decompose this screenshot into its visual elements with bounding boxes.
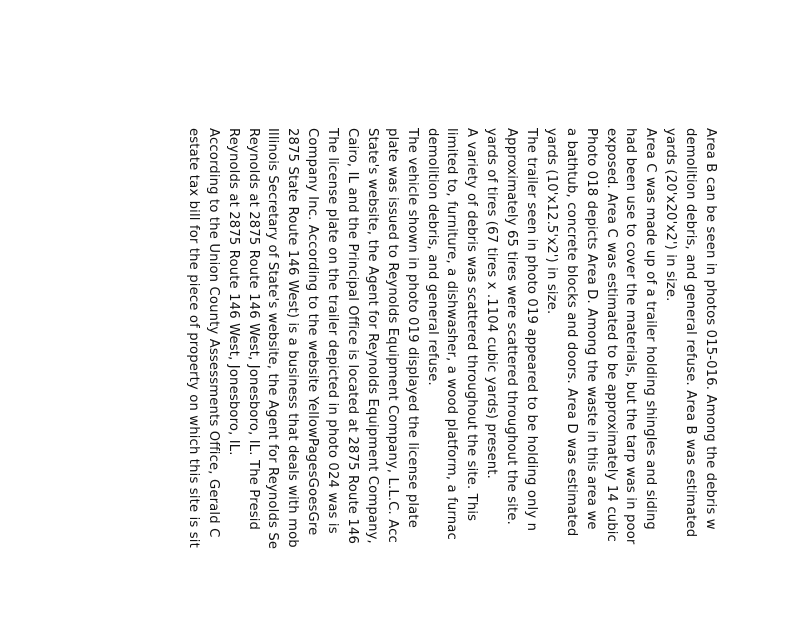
text-line: Reynolds at 2875 Route 146 West, Jonesboro, IL. <box>225 128 241 456</box>
text-line: Approximately 65 tires were scattered throughout the site. <box>504 128 520 525</box>
rotated-text-block <box>183 128 720 618</box>
text-line: yards of tires (67 tires x .1104 cubic yards) present. <box>484 128 500 479</box>
text-line: 2875 State Route 146 West) is a business that deals with mob <box>285 128 301 548</box>
text-line: State's website, the Agent for Reynolds Equipment Company, <box>364 128 380 544</box>
text-line: estate tax bill for the piece of property on which this site is sit <box>185 128 201 548</box>
text-line: Photo 018 depicts Area D. Among the waste in this area we <box>583 128 599 530</box>
text-line: limited to, furniture, a dishwasher, a wood platform, a furnac <box>444 128 460 540</box>
text-line: had been use to cover the materials, but the tarp was in poor <box>623 128 639 545</box>
text-line: A variety of debris was scattered throughout the site. This <box>464 128 480 522</box>
text-line: yards (10'x12.5'x2') in size. <box>543 128 559 315</box>
text-line: yards (20'x20'x2') in size. <box>663 128 679 302</box>
text-line: Area C was made up of a trailer holding shingles and siding <box>643 128 659 530</box>
text-line: The license plate on the trailer depicted in photo 024 was is <box>325 128 341 534</box>
text-line: Reynolds at 2875 Route 146 West, Jonesboro, IL. The Presid <box>245 128 261 531</box>
text-line: The vehicle shown in photo 019 displayed the license plate <box>404 128 420 528</box>
text-line: demolition debris, and general refuse. <box>424 128 440 386</box>
text-line: demolition debris, and general refuse. Area B was estimated <box>683 128 699 538</box>
text-line: Company Inc. According to the website YellowPagesGoesGre <box>305 128 321 536</box>
text-line: The trailer seen in photo 019 appeared to be holding only n <box>523 128 539 532</box>
text-line: Area B can be seen in photos 015-016. Among the debris w <box>703 128 718 530</box>
text-line: a bathtub, concrete blocks and doors. Area D was estimated <box>563 128 579 537</box>
text-line: According to the Union County Assessments Office, Gerald C <box>205 128 221 538</box>
text-line: Cairo, IL and the Principal Office is located at 2875 Route 146 <box>344 128 360 545</box>
text-line: plate was issued to Reynolds Equipment Company, L.L.C. Acc <box>384 128 400 543</box>
text-line: exposed. Area C was estimated to be approximately 14 cubic <box>603 128 619 542</box>
text-line: Illinois Secretary of State's website, the Agent for Reynolds Se <box>265 128 281 550</box>
